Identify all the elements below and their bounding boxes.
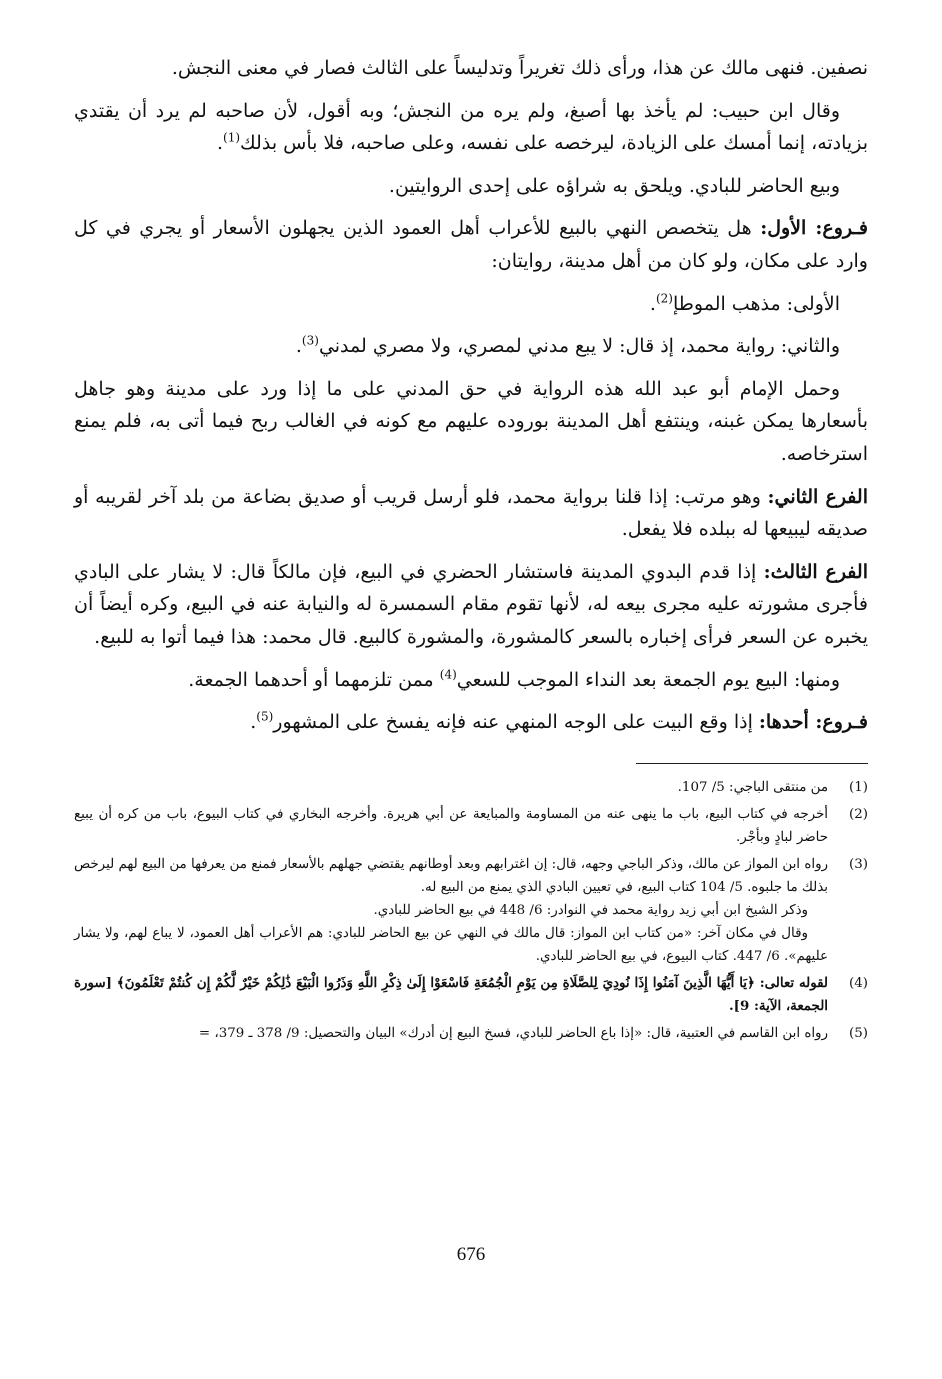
section-heading-third: الفرع الثالث: [763, 560, 868, 583]
paragraph-10: ومنها: البيع يوم الجمعة بعد النداء الموجب للسعي$^{(4)}$ ممن تلزمهما أو أحدهما الجمعة. [188, 667, 840, 691]
footnote-ref-1[interactable]: (1) [223, 130, 241, 145]
footnote-number: (2) [849, 806, 868, 822]
footnote-2 [74, 803, 868, 849]
footnote-ref-4[interactable]: (4) [439, 667, 457, 682]
footnote-text: أخرجه في كتاب البيع، باب ما ينهى عنه من المساومة والمبايعة عن أبي هريرة. وأخرجه البخاري في كتاب البيوع، باب من كره أن يبيع حاضر لبادٍ وبأجْر. [74, 806, 828, 845]
footnote-text: رواه ابن القاسم في العتبية، قال: «إذا باع الحاضر للبادي، فسخ البيع إن أدرك» البيان والتحصيل: 9/ 378 ـ 379، = [198, 1025, 828, 1041]
paragraph-5: الأولى: مذهب الموطإ$^{(2)}$. [649, 291, 840, 315]
paragraph-4: فـروع: الأول: هل يتخصص النهي بالبيع للأعراب أهل العمود الذين يجهلون الأسعار أو يجري في كل وارد على مكان، ولو كان من أهل مدينة، روايتان: [74, 217, 868, 272]
footnotes [74, 776, 868, 1045]
section-heading-second: الفرع الثاني: [767, 485, 868, 508]
section-heading-furu: فـروع: الأول: [760, 217, 868, 240]
footnote-text: من منتقى الباجي: 5/ 107. [677, 779, 828, 795]
paragraph-6: والثاني: رواية محمد، إذ قال: لا يبع مدني لمصري، ولا مصري لمدني$^{(3)}$. [295, 333, 840, 358]
paragraph-8: الفرع الثاني: وهو مرتب: إذا قلنا برواية محمد، فلو أرسل قريب أو صديق بضاعة من بلد آخر لقريبه أو صديقه ليبيعها له ببلده فلا يفعل. [74, 485, 868, 541]
paragraph-3: وبيع الحاضر للبادي. ويلحق به شراؤه على إحدى الروايتين. [388, 174, 840, 197]
paragraph-9: الفرع الثالث: إذا قدم البدوي المدينة فاستشار الحضري في البيع، فإن مالكاً قال: لا يشار على البادي فأجرى مشورته عليه مجرى بيعه له، لأنها تقوم مقام السمسرة له والنيابة عنه في البيع، وكره أيضاً أن يخبره عن السعر فرأى إخباره بالسعر كالمشورة، والمشورة كالبيع. قال محمد: هذا فيما أتوا به للبيع. [74, 560, 868, 648]
paragraph-7: وحمل الإمام أبو عبد الله هذه الرواية في حق المدني على ما إذا ورد على مدينة وهو جاهل بأسعارها يمكن غبنه، وينتفع أهل المدينة بوروده عليهم مع كونه في الغالب ربح فيما أتى به، فلم يمنع استرخاصه. [74, 377, 868, 465]
page-number: 676 [456, 1244, 486, 1265]
footnote-number: (1) [849, 779, 868, 795]
footnote-separator-wrap [74, 749, 868, 776]
footnote-number: (5) [849, 1025, 868, 1041]
paragraph-2: وقال ابن حبيب: لم يأخذ بها أصبغ، ولم يره من النجش؛ وبه أقول، لأن صاحبه لم يرد أن يقتدي بزيادته، إنما أمسك على الزيادة، ليرخصه على نفسه، وعلى صاحبه، فلا بأس بذلك$^{(1)}$. [74, 99, 868, 155]
footnote-5 [74, 1022, 868, 1045]
main-text [74, 52, 868, 739]
paragraph-11: فـروع: أحدها: إذا وقع البيت على الوجه المنهي عنه فإنه يفسخ على المشهور$^{(5)}$. [250, 709, 868, 734]
footnote-text: رواه ابن المواز عن مالك، وذكر الباجي وجهه، قال: إن اغترابهم وبعد أوطانهم يقتضي جهلهم بالأسعار فمنع من يعرفها من البيع لهم ليرخص بذلك ما جلبوه. 5/ 104 كتاب البيع، في تعيين البادي الذي يمنع من البيع له. وذكر الشيخ ابن أبي زيد رواية محمد في النوادر: 6/ 448 في بيع الحاضر للبادي. وقال في مكان آخر: «من كتاب ابن المواز: قال مالك في النهي عن بيع الحاضر للبادي: هم الأعراب أهل العمود، لا يباع لهم، ولا يشار عليهم». 6/ 447. كتاب البيوع، في بيع الحاضر للبادي. [74, 856, 828, 964]
footnote-separator [636, 763, 868, 764]
footnote-1 [74, 776, 868, 799]
footnote-text: لقوله تعالى: ﴿يَا أَيُّهَا الَّذِينَ آمَنُوا إِذَا نُودِيَ لِلصَّلَاةِ مِن يَوْمِ الْجُمُعَةِ فَاسْعَوْا إِلَىٰ ذِكْرِ اللَّهِ وَذَرُوا الْبَيْعَ ذَٰلِكُمْ خَيْرٌ لَّكُمْ إِن كُنتُمْ تَعْلَمُونَ﴾ [سورة الجمعة، الآية: 9]. [74, 974, 828, 1014]
footnote-ref-3[interactable]: (3) [301, 333, 319, 348]
footnote-4 [74, 972, 868, 1018]
footnote-ref-2[interactable]: (2) [655, 291, 673, 306]
footnote-3 [74, 853, 868, 968]
footnote-ref-5[interactable]: (5) [256, 709, 274, 724]
footnote-number: (3) [849, 856, 868, 872]
section-heading-furu-2: فـروع: أحدها: [758, 711, 868, 734]
paragraph-1: نصفين. فنهى مالك عن هذا، ورأى ذلك تغريراً وتدليساً على الثالث فصار في معنى النجش. [171, 57, 868, 79]
footnote-number: (4) [849, 975, 868, 991]
